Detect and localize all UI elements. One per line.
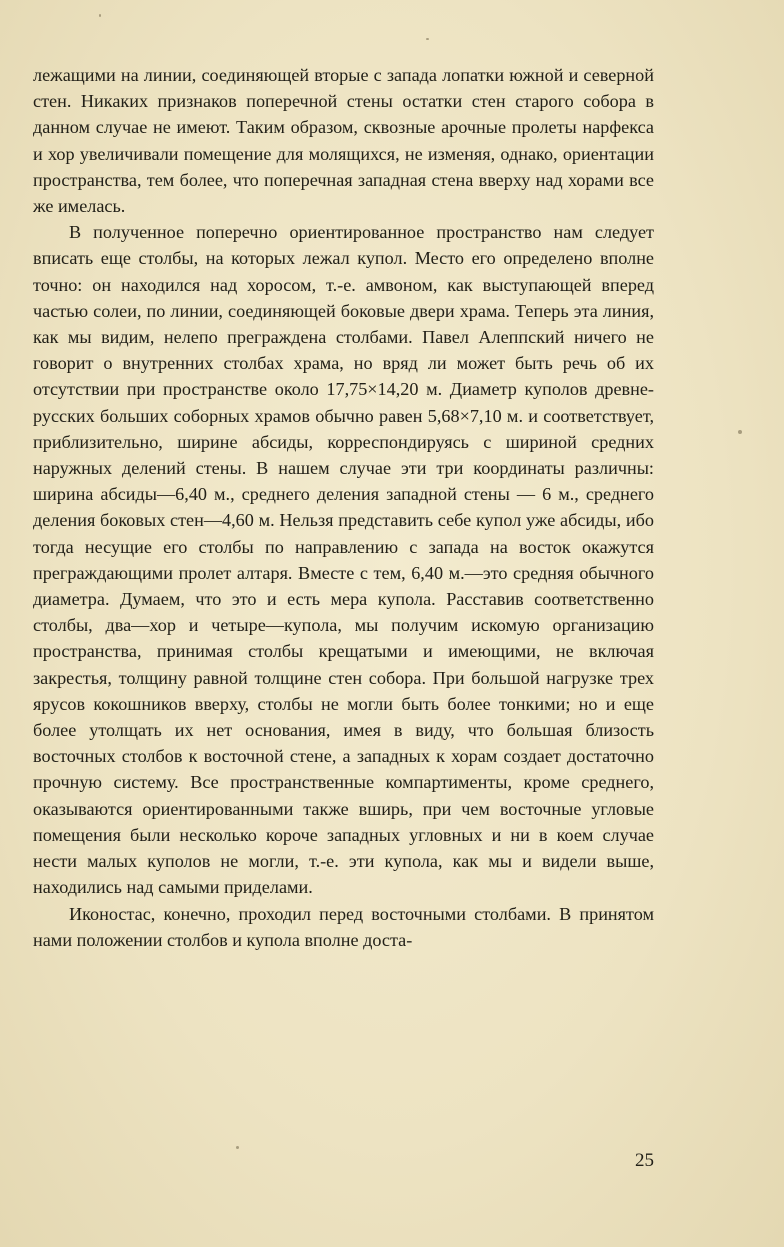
body-text: [33, 62, 654, 953]
paper-speck: [426, 38, 429, 40]
page-number: 25: [635, 1150, 654, 1171]
paper-speck: [99, 14, 101, 17]
paragraph-continued: лежащими на линии, соединяющей вторые с запада лопатки южной и северной стен. Никаких признаков поперечной стены остатки стен старого собора в данном случае не имеют. Таким образом, сквозные арочные пролеты нарфекса и хор увеличивали помещение для молящихся, не изменяя, однако, ориентации пространства, тем более, что поперечная западная стена вверху над хорами все же имелась.: [33, 65, 654, 217]
paragraph: Иконостас, конечно, проходил перед восточными столбами. В принятом нами положении столбов и купола вполне доста-: [33, 903, 654, 950]
paper-speck: [236, 1146, 239, 1149]
paragraph: В полученное поперечно ориентированное пространство нам следует вписать еще столбы, на которых лежал купол. Место его определено вполне точно: он находился над хоросом, т.-е. амвоном, как выступающей вперед частью солеи, по линии, соединяющей боковые двери храма. Теперь эта линия, как мы видим, нелепо преграждена столбами. Павел Алеппский ничего не говорит о внутренних столбах храма, но вряд ли может быть речь об их отсутствии при пространстве около 17,75×14,20 м. Диаметр куполов древне-русских больших соборных храмов обычно равен 5,68×7,10 м. и соответствует, приблизительно, ширине абсиды, корреспондируясь с шириной средних наружных делений стены. В нашем случае эти три координаты различны: ширина абсиды—6,40 м., среднего деления западной стены — 6 м., среднего деления боковых стен—4,60 м. Нельзя представить себе купол уже абсиды, ибо тогда несущие его столбы по направлению с запада на восток окажутся преграждающими пролет алтаря. Вместе с тем, 6,40 м.—это средняя обычного диаметра. Думаем, что это и есть мера купола. Расставив соответственно столбы, два—хор и четыре—купола, мы получим искомую организацию пространства, принимая столбы крещатыми и имеющими, не включая закрестья, толщину равной толщине стен собора. При большой нагрузке трех ярусов кокошников вверху, столбы не могли быть более тонкими; но и еще более утолщать их нет основания, имея в виду, что большая близость восточных столбов к восточной стене, а западных к хорам создает достаточно прочную систему. Все пространственные компартименты, кроме среднего, оказываются ориентированными также вширь, при чем восточные угловые помещения были несколько короче западных угловных и ни в коем случае нести малых куполов не могли, т.-е. эти купола, как мы и видели выше, находились над самыми приделами.: [33, 222, 654, 898]
paper-speck: [738, 430, 742, 434]
